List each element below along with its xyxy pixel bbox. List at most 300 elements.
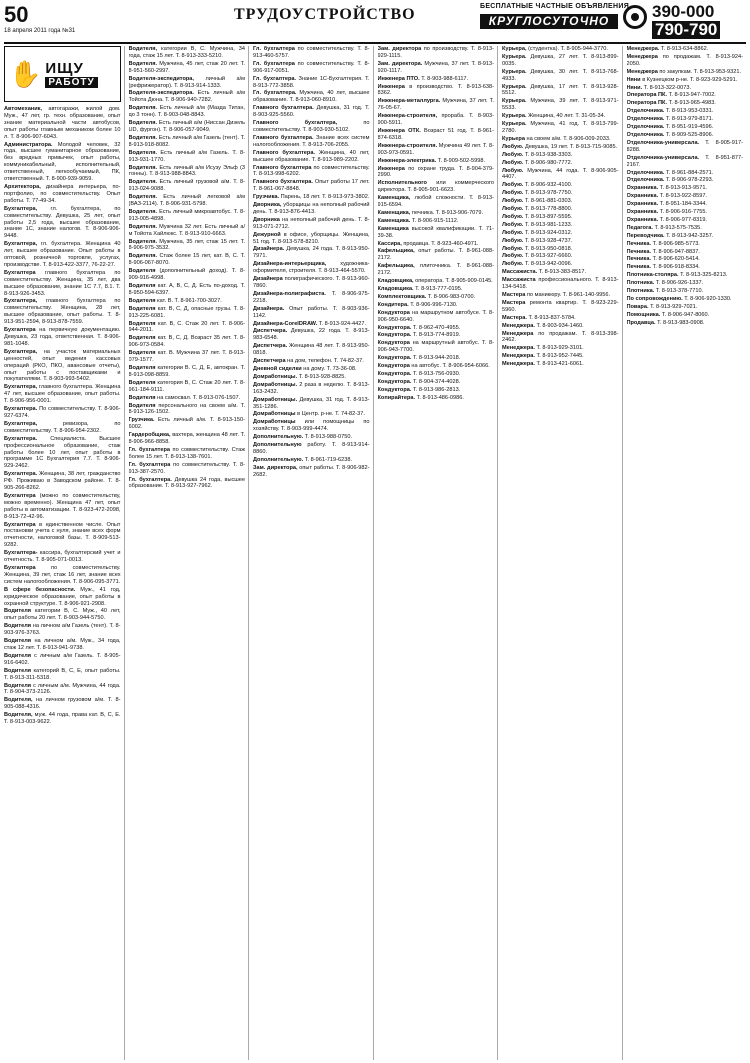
ad-heading: Диспетчера. <box>253 328 288 335</box>
ad-body: Т. 8-906-918-8334. <box>652 264 700 271</box>
ad-body: опыт работы. Т. 8-961-088-2172. <box>377 248 494 262</box>
ad-heading: Домработницы <box>253 411 296 418</box>
classified-ad <box>4 241 121 269</box>
ad-body: Т. 8-913-988-0750. <box>304 434 353 441</box>
ad-body: Т. 8-913-634-8862. <box>660 46 709 52</box>
ad-body: Т. 8-906-915-1112. <box>411 217 459 224</box>
classified-ad <box>253 358 370 365</box>
ad-body: в единственном числе. Опыт постановки учета с нуля, знание всех форм отчетности, налоговой базы. Т. 8-909-513-9282. <box>4 521 121 549</box>
ad-heading: Любую. <box>502 229 524 236</box>
ad-heading: Водителя <box>128 394 156 401</box>
classified-ad <box>502 222 619 229</box>
classified-ad <box>502 198 619 205</box>
classified-ad <box>129 135 246 149</box>
ad-heading: Водителя. <box>128 208 158 215</box>
ad-heading: Бухгалтера, <box>4 348 38 355</box>
ad-body: Есть личный легковой а/м (ВАЗ-2114). Т. 8-906-931-5798. <box>128 194 245 208</box>
ad-heading: Помощника. <box>626 311 661 318</box>
ad-heading: Любую. <box>502 237 524 244</box>
ad-body: кат. А, В, С, Д. Есть по-доход. Т. 8-950-594-6397. <box>128 283 245 296</box>
ad-heading: Бухгалтера <box>4 269 36 276</box>
ad-heading: Менеджера. <box>626 46 660 52</box>
ad-column <box>502 46 623 1060</box>
ad-heading: Бухгалтера, <box>4 241 38 248</box>
classified-ad <box>502 300 619 314</box>
ad-heading: Домработницы. <box>253 381 298 388</box>
ad-heading: Инженера-металлурга. <box>377 98 441 105</box>
classified-ad <box>627 177 744 184</box>
ad-heading: Водителя <box>4 638 32 645</box>
classified-ad <box>129 61 246 75</box>
ad-heading: Водителя, <box>4 697 33 704</box>
ad-heading: Домработницы. <box>253 396 298 403</box>
classified-ad <box>129 477 246 491</box>
classified-ad <box>502 331 619 345</box>
ad-body: Т. 8-906-916-7755. <box>659 209 707 216</box>
classified-ad <box>129 298 246 305</box>
classified-ad <box>4 270 121 298</box>
ad-body: Мужчина, 45 лет, стаж 20 лет. Т. 8-951-560-2997. <box>128 60 245 74</box>
ad-heading: Охранника. <box>626 201 659 208</box>
classified-ad <box>129 417 246 431</box>
classified-ad <box>4 493 121 521</box>
ad-body: Знание всех систем налогообложения. Т. 8-913-706-2055. <box>253 134 370 148</box>
ad-body: Т. 8-906-920-1330. <box>684 296 732 302</box>
ad-heading: Менеджера. <box>502 322 535 329</box>
ad-heading: Инженера-электрика. <box>377 157 437 164</box>
ad-heading: Любую. <box>502 167 524 174</box>
ad-body: Есть личный а/м Газель (тент). Т. 8-913-918-8082. <box>128 134 245 148</box>
rubric-subtitle: РАБОТУ <box>45 77 97 88</box>
ad-heading: Гл. бухгалтера <box>253 60 295 67</box>
ad-heading: Повара. <box>626 303 649 310</box>
ad-heading: Каменщика, <box>377 195 411 202</box>
classified-ad <box>502 345 619 352</box>
classified-ad <box>129 253 246 267</box>
ad-body: Мужчина, 40 лет, высшее образование. Т. 8-913-060-8910. <box>253 90 370 104</box>
ad-body: Т. 8-906-932-4100. <box>525 182 573 189</box>
classified-ad <box>502 69 619 83</box>
classified-ad <box>627 280 744 287</box>
classified-ad <box>627 77 744 84</box>
ad-body: категории В, С. Мужчина, 34 года, стаж 15 лет. Т. 8-913-333-5210. <box>128 46 245 59</box>
ad-heading: Грузчика. <box>128 417 155 424</box>
ad-heading: Любую. <box>502 151 524 158</box>
ad-body: Девушка 24 года, высшее образование. Т. 8-913-927-7962. <box>128 476 245 490</box>
rubric-title: ИЩУ <box>45 60 84 77</box>
classified-ad <box>4 608 121 622</box>
ad-heading: Дизайнера-CorelDRAW. <box>253 320 318 327</box>
ad-body: на участок материальных ценностей, опыт ведения кассовых операций (РКО, ПКО, авансовые отчеты), опыт работы с поставщиками и покупателями. Т. 8-903-993-5402. <box>4 348 121 383</box>
ad-heading: Бухгалтера, <box>4 298 38 305</box>
ad-heading: Водителя <box>128 402 156 409</box>
ad-heading: Инженера-строителя, <box>377 113 438 120</box>
ad-heading: Бухгалтера, <box>4 384 38 391</box>
ad-heading: Дворника <box>253 216 280 223</box>
ad-heading: Водителя <box>128 268 156 275</box>
classified-ad <box>378 395 495 402</box>
ad-body: по совместительству. Т. 8-913-998-6202. <box>253 164 370 178</box>
ad-heading: Любую. <box>502 190 524 197</box>
classified-ad <box>378 263 495 277</box>
ad-heading: Дизайнера. <box>253 305 285 312</box>
classified-ad <box>253 328 370 342</box>
classified-ad <box>378 371 495 378</box>
classified-ad <box>129 335 246 349</box>
ad-body: Мужчина, 44 года. Т. 8-906-905-4407. <box>502 167 619 181</box>
ad-body: Т. 8-906-983-0700. <box>427 293 476 300</box>
ad-body: Муж., 41 год, юридическое образование, опыт работы в охранной структуре. Т. 8-906-921-2908. <box>4 586 121 607</box>
classified-ad <box>502 206 619 213</box>
ad-heading: Кондуктора. <box>377 324 412 331</box>
classified-ad <box>253 232 370 246</box>
ad-body: 2 раза в неделю. Т. 8-913-163-2432. <box>253 381 370 395</box>
classified-ad <box>129 395 246 402</box>
ad-heading: Печника. <box>626 264 652 271</box>
ad-body: Т. 8-913-322-0073. <box>643 84 692 91</box>
ad-body: печника. Т. 8-913-906-7079. <box>411 209 484 216</box>
classified-ad <box>378 128 495 142</box>
classified-ad <box>129 150 246 164</box>
ad-body: Девушка, 30 лет. Т. 8-913-768-4933. <box>502 68 619 82</box>
ad-heading: Водителя-экспедитора, <box>128 75 194 82</box>
ad-heading: Мастера <box>502 292 526 298</box>
classified-ad <box>627 217 744 224</box>
ad-body: работу. Т. 8-913-914-8860. <box>253 442 370 455</box>
ad-heading: Печника. <box>626 248 652 255</box>
classified-ad <box>627 140 744 154</box>
page-number: 50 <box>4 2 29 27</box>
ad-body: уборщицы на неполный рабочий день. Т. 8-913-876-4413. <box>253 202 370 215</box>
ad-body: Т. 8-913-952-7445. <box>536 353 584 360</box>
ad-body: Женщина, 40 лет, высшее образование. Т. 8-913-989-2202. <box>253 149 370 163</box>
ad-body: на самосвал. Т. 8-913-076-1507. <box>157 394 241 401</box>
classified-ad <box>4 623 121 637</box>
ad-heading: Водителя <box>4 667 32 674</box>
classified-ad <box>129 239 246 253</box>
ad-heading: Автомеханик, <box>4 106 42 112</box>
ad-body: Женщина 48 лет. Т. 8-913-950-0818. <box>253 343 370 357</box>
classified-ad <box>4 184 121 205</box>
ad-body: Т. 8-913-897-5595. <box>525 213 573 220</box>
classified-ad <box>502 214 619 221</box>
ad-heading: Дизайнера <box>253 276 283 283</box>
classified-ad <box>4 436 121 471</box>
ad-body: в производство. Т. 8-913-638-8362. <box>377 83 494 97</box>
ad-heading: Инженера <box>377 83 405 90</box>
ad-body: Мужчина 32 лет. Есть личный а/м Тойота Хайлюкс. Т. 8-913-910-6663. <box>128 223 245 237</box>
ad-heading: Гл. бухгалтера <box>128 461 171 468</box>
ad-heading: Бухгалтера <box>4 565 36 571</box>
classified-ad <box>627 225 744 232</box>
classified-ad <box>627 320 744 327</box>
ad-body: плиточника. Т. 8-961-088-2172. <box>377 263 495 277</box>
classified-ad <box>253 442 370 456</box>
ad-heading: Кондуктора. <box>377 386 412 393</box>
ad-body: с личным а/м Газель. Т. 8-905-916-6402. <box>4 652 121 666</box>
ad-body: Т. 8-906-620-5414. <box>652 256 700 263</box>
ad-body: Мужчина, 37 лет. Т. 8-913-920-1117. <box>377 60 494 74</box>
ad-heading: Водителя <box>4 682 32 689</box>
classified-ad <box>378 355 495 362</box>
classified-ad <box>129 403 246 417</box>
classified-ad <box>253 217 370 231</box>
ad-body: по продажам. Т. 8-913-924-2050. <box>626 53 743 67</box>
ad-heading: Любую. <box>502 198 524 205</box>
ad-heading: Главного бухгалтера. <box>253 149 315 156</box>
ad-body: по продажам. Т. 8-913-398-2462. <box>502 330 619 344</box>
ad-heading: Менеджера <box>626 53 658 60</box>
ad-body: на личном а/м Газель (тент). Т. 8-903-976-3763. <box>4 623 121 637</box>
ad-body: Т. 8-904-374-4028. <box>412 378 461 385</box>
ad-body: Т. 8-913-924-0312. <box>525 229 573 236</box>
ad-heading: Водителя-экспедитора. <box>128 90 194 97</box>
ad-body: Т. 8-913-938-3303. <box>525 151 573 158</box>
classified-ad <box>4 349 121 384</box>
classified-ad <box>253 246 370 260</box>
classified-ad <box>4 206 121 241</box>
ad-body: Т. 8-913-947-7002. <box>668 92 716 99</box>
ad-body: Т. 8-913-927-6660. <box>525 253 573 260</box>
classified-ad <box>502 54 619 68</box>
ad-heading: Курьера. <box>502 68 527 75</box>
ad-body: ревизора, по совместительству. Т. 8-906-954-2302. <box>4 420 121 434</box>
classified-ad <box>253 105 370 119</box>
ad-body: оператора. Т. 8-905-909-0145. <box>415 278 493 285</box>
classified-ad <box>378 387 495 394</box>
classified-ad <box>378 340 495 354</box>
ad-body: Есть личный а/м (Мазда Титан, до 3 тонн). Т. 8-903-048-8843. <box>128 105 245 119</box>
classified-ad <box>253 306 370 320</box>
ad-heading: Водителя. <box>128 164 158 171</box>
classified-ad <box>502 168 619 182</box>
classified-ad <box>627 100 744 107</box>
ad-body: Парень, 18 лет. Т. 8-913-973-3802. <box>280 194 370 201</box>
ad-heading: Администратора. <box>4 141 53 148</box>
ad-heading: Водителя <box>128 305 156 312</box>
classified-ad <box>502 261 619 268</box>
classified-ad <box>4 106 121 141</box>
classified-ad <box>502 136 619 143</box>
ad-heading: Менеджера. <box>502 345 535 352</box>
classified-ad <box>502 98 619 112</box>
ad-body: по закупкам. Т. 8-913-953-9321. <box>659 68 742 75</box>
ad-body: в Кузнецком р-не. Т. 8-923-929-5291. <box>642 76 738 83</box>
ad-body: главного бухгалтера. Женщина 47 лет, высшее образование, опыт работы. Т. 8-906-956-0001. <box>4 384 121 405</box>
ad-heading: Кондуктора. <box>377 355 412 362</box>
ad-heading: Кладовщика. <box>377 286 414 292</box>
ad-body: Девушка, 31 год. Т. 8-903-925-5560. <box>253 105 370 119</box>
classified-ad <box>378 84 495 98</box>
classified-ad <box>627 116 744 123</box>
classified-ad <box>129 120 246 134</box>
ad-body: Т. 8-913-575-7535. <box>654 224 702 231</box>
ad-heading: Любую. <box>502 143 524 150</box>
ad-heading: Диспетчера. <box>253 343 288 350</box>
classified-ad <box>502 269 619 276</box>
classified-ad <box>378 180 495 194</box>
ad-heading: Водителя. <box>128 60 158 67</box>
ad-body: Т. 8-913-837-5784. <box>528 314 576 321</box>
ad-heading: Зам. директора. <box>377 60 423 67</box>
ad-body: категории В. С, Д, Е, автокран. Т. 8-913-098-8859. <box>128 364 245 378</box>
ad-heading: Дежурной <box>253 231 281 238</box>
ad-body: художника-оформителя, строителя. Т. 8-913-464-5570. <box>253 261 370 275</box>
ad-heading: Водителя <box>4 608 32 615</box>
classified-ad <box>253 261 370 275</box>
ad-body: Т. 8-913-953-0331. <box>666 108 714 115</box>
ad-heading: Гл. бухгалтера. <box>253 90 297 97</box>
brand-bar: КРУГЛОСУТОЧНО <box>480 14 618 29</box>
ad-heading: Главного бухгалтера. <box>253 134 314 141</box>
ad-heading: Кассира, <box>377 240 402 247</box>
ad-heading: Водителя <box>128 297 156 304</box>
classified-ad <box>4 653 121 667</box>
ad-heading: Отделочника-универсала. <box>626 154 700 161</box>
ad-heading: Дополнительную. <box>253 434 304 441</box>
ad-heading: Няни <box>626 76 641 83</box>
ad-body: по совместительству. Женщина, 39 лет, стаж 16 лет, знание всех систем налогообложения. Т. 8-906-095-3771. <box>4 565 121 585</box>
ad-heading: Кондитера. <box>377 301 409 308</box>
classified-ad <box>4 421 121 435</box>
ad-body: или помощницы по хозяйству. Т. 8-903-999-4474. <box>253 419 370 433</box>
classified-ad <box>253 90 370 104</box>
ad-heading: Бухгалтера. <box>4 406 38 413</box>
ad-body: Девушка, 19 лет. Т. 8-913-715-9085. <box>525 143 618 150</box>
ad-heading: Мастера <box>502 299 526 306</box>
ad-heading: Инженера ОТК. <box>377 127 421 134</box>
classified-ad <box>378 363 495 370</box>
ad-heading: Водителя <box>128 379 156 386</box>
ad-body: кат. В, С, Д, опасные грузы. Т. 8-913-225-6081. <box>128 305 245 319</box>
ad-body: главного бухгалтера по совместительству. Женщина, 35 лет, два высшее образование, знание 1С 7.7, 8.1. Т. 8-913-926-3453. <box>4 269 121 297</box>
classified-ad <box>378 286 495 293</box>
classified-ad <box>253 291 370 305</box>
ad-heading: Массажиста <box>502 277 536 284</box>
ad-body: персонального на своем а/м. Т. 8-913-126-1502. <box>128 402 246 416</box>
classified-ad <box>627 233 744 240</box>
ad-body: Т. 8-913-944-2018. <box>412 355 461 362</box>
ad-body: на неполный рабочий день. Т. 8-913-071-2712. <box>253 216 370 230</box>
ad-heading: Водителя <box>128 335 156 342</box>
ad-heading: Исполнительного <box>377 180 427 187</box>
ad-heading: Кафельщика, <box>377 248 415 255</box>
classified-ad <box>253 374 370 381</box>
ad-body: по совместительству. Т. 8-913-387-2570. <box>128 461 245 475</box>
ad-heading: Водителя. <box>128 194 158 201</box>
ad-heading: Переводчика. <box>626 232 665 239</box>
ad-body: Молодой человек, 32 года, высшее гуманитарное образование, без вредных привычек, опыт работы, коммуникабельный, исполнительный, ответственный, легкообучаемый, ПК, ответственный. Т. 8-900-939-9059. <box>4 141 121 183</box>
ad-heading: Инженера ПТО. <box>377 75 420 82</box>
ad-body: на личном а/м. Муж., 34 года, стаж 12 лет. Т. 8-913-941-9738. <box>4 638 121 651</box>
classified-ad <box>129 365 246 379</box>
classified-ad <box>502 121 619 135</box>
classified-ad <box>378 195 495 209</box>
classified-ad <box>129 447 246 461</box>
issue-date: 18 апреля 2011 года №31 <box>4 28 76 34</box>
ad-body: высокой квалификации. Т. 71-39-38. <box>377 225 494 239</box>
ad-heading: Отделочника. <box>626 116 665 123</box>
classified-ad <box>129 90 246 104</box>
ad-body: Т. 8-906-926-1337. <box>655 280 704 287</box>
classified-ad <box>129 76 246 90</box>
ad-heading: Курьера. <box>502 121 527 128</box>
classified-ad <box>253 202 370 216</box>
classified-ad <box>253 382 370 396</box>
ad-body: Т. 8-913-942-0096. <box>525 261 573 268</box>
ad-heading: Грузчика. <box>253 194 280 201</box>
ad-heading: Гл. бухгалтера <box>253 46 295 52</box>
ad-body: Т. 8-913-950-0818. <box>525 245 573 252</box>
classified-ad <box>502 113 619 120</box>
ad-heading: Дизайнера-интерьерщика, <box>253 261 327 268</box>
ad-heading: Отделочника. <box>626 169 665 176</box>
classified-ad <box>378 113 495 127</box>
ad-body: (студентка). Т. 8-905-944-3770. <box>528 46 608 52</box>
ad-body: Т. 8-905-917-8288. <box>626 139 743 153</box>
ad-heading: Педагога. <box>626 224 653 231</box>
ad-heading: Отделочника. <box>626 177 665 184</box>
ad-body: Т. 8-906-978-2293. <box>666 177 714 184</box>
ad-body: кат. В, С, Д. Возраст 35 лет. Т. 8-906-973-0584. <box>128 335 245 349</box>
classified-ad <box>4 712 121 726</box>
ad-column <box>627 46 747 1060</box>
classified-ad <box>4 298 121 326</box>
ad-body: Мужчина, 41 год. Т. 8-913-799-2780. <box>502 121 619 134</box>
ad-body: главного бухгалтера по совместительству. Женщина, 28 лет, высшее образование, опыт работы. Т. 8-913-951-2594, 8-913-878-7559. <box>4 298 121 326</box>
classified-ad <box>4 522 121 550</box>
ad-body: на дому. Т. 73-36-08. <box>303 365 357 372</box>
ad-body: Т. 8-913-325-8213. <box>680 272 728 279</box>
ad-body: Есть личный грузовой а/м. Т. 8-913-024-9088. <box>128 179 246 193</box>
ad-body: (можно по совместительству, можно временно). Женщина 47 лет, опыт работы в автоматизации. Т. 8-923-472-2098, 8-913-72-42-96. <box>4 492 121 520</box>
classified-ad <box>627 132 744 139</box>
classified-ad <box>502 160 619 167</box>
classified-ad <box>502 46 619 53</box>
ad-column <box>253 46 374 1060</box>
classified-ad <box>627 288 744 295</box>
ad-heading: Любую. <box>502 245 524 252</box>
ad-heading: Водителя. <box>128 105 158 112</box>
ad-body: гл. бухгалтера, по совместительству. Девушка, 25 лет, опыт работы 2,5 года, высшее образование, знание 1С, знание налогов. Т. 8-906-906-9448. <box>4 205 121 240</box>
ad-heading: Гл. бухгалтера. <box>253 75 297 82</box>
ad-body: прораба. Т. 8-903-900-5911. <box>377 113 494 127</box>
ad-heading: Бухгалтера, <box>4 420 38 427</box>
ad-heading: Дворника, <box>253 202 282 209</box>
ad-body: По совместительству. Т. 8-906-927-6374. <box>4 406 121 419</box>
classified-ad <box>502 84 619 98</box>
ad-heading: Менеджера <box>626 68 658 75</box>
ad-heading: Главного бухгалтера. <box>253 105 314 112</box>
ad-body: Т. 8-913-965-4983. <box>668 100 716 107</box>
ad-body: Т. 8-951-919-4596. <box>666 124 714 131</box>
ad-heading: Кондуктора. <box>377 378 412 385</box>
classified-ad <box>253 411 370 418</box>
ad-heading: Водителя. <box>128 179 158 186</box>
classified-ad <box>253 165 370 179</box>
classified-ad <box>253 179 370 193</box>
ad-body: Т. 8-913-777-0195. <box>415 286 463 292</box>
ad-body: по совместительству. Т. 8-903-930-5102. <box>253 120 370 133</box>
ad-heading: Гл. бухгалтера. <box>128 476 172 483</box>
ad-body: категорий В, С, Е, опыт работы. Т. 8-913-311-5318. <box>4 667 121 681</box>
ad-body: автогаражи, жилой дом. Муж., 47 лет, гр. техн. образование, опыт знание материальной части автобусов, опыт работы главным механиком более 10 л. Т. 8-906-907-6043. <box>4 106 121 140</box>
classified-ad <box>627 69 744 76</box>
ad-body: Т. 8-906-975-2218. <box>253 290 370 304</box>
classified-ad <box>378 294 495 301</box>
ad-body: Девушка, 27 лет. Т. 8-913-899-0035. <box>502 53 619 67</box>
ad-body: Есть личный а/м Тойота Дюна. Т. 8-906-940-7282. <box>128 90 245 104</box>
